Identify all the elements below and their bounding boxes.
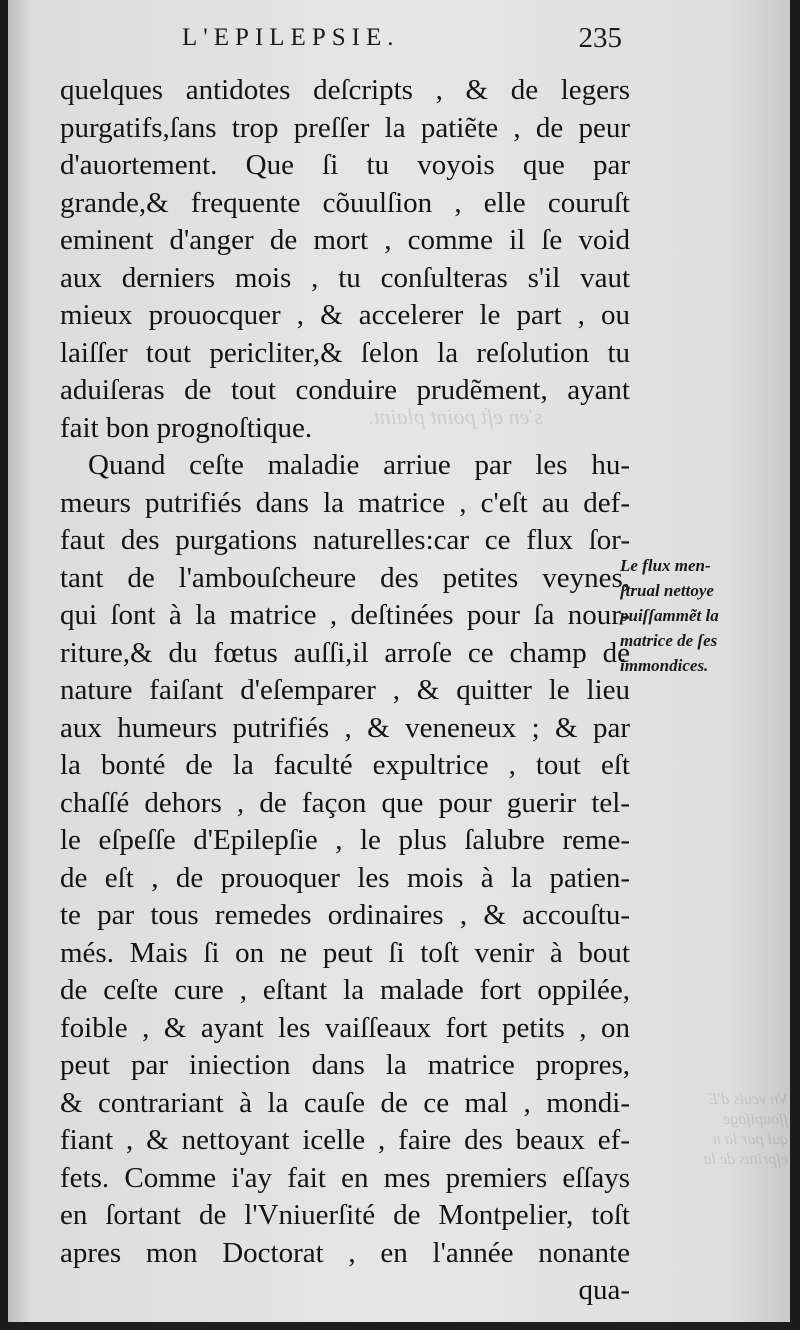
text-line: riture,& du fœtus auſſi,il arroſe ce champ de bbox=[60, 636, 630, 669]
paragraph-start-line: Quand ceſte maladie arriue par les hu- bbox=[88, 449, 630, 481]
page-number: 235 bbox=[578, 22, 622, 54]
text-line: eminent d'anger de mort , comme il ſe void bbox=[60, 224, 630, 256]
text-line: le eſpeſſe d'Epilepſie , le plus ſalubre reme- bbox=[60, 824, 630, 856]
text-line: aduiſeras de tout conduire prudẽment, ayant bbox=[60, 374, 630, 406]
text-line: chaſſé dehors , de façon que pour guerir tel- bbox=[60, 786, 630, 819]
catchword: qua- bbox=[578, 1274, 630, 1306]
text-line: apres mon Doctorat , en l'année nonante bbox=[60, 1236, 630, 1269]
text-line: més. Mais ſi on ne peut ſi toſt venir à bout bbox=[60, 936, 630, 969]
text-line: d'auortement. Que ſi tu voyois que par bbox=[60, 149, 630, 181]
show-through-margin: Vn vcuis d'E ſſoupiſage qui par la n eſpritus de la bbox=[703, 1091, 788, 1168]
text-line: qui ſont à la matrice , deſtinées pour ſa nour- bbox=[60, 599, 630, 631]
text-line: foible , & ayant les vaiſſeaux fort petits , on bbox=[60, 1011, 630, 1044]
text-line: fets. Comme i'ay fait en mes premiers eſſays bbox=[60, 1161, 630, 1194]
marginal-note-line: puiſſammẽt la bbox=[620, 606, 719, 625]
text-line: peut par iniection dans la matrice propres, bbox=[60, 1049, 630, 1081]
marginal-note-line: matrice de ſes bbox=[620, 631, 718, 650]
text-line: quelques antidotes deſcripts , & de legers bbox=[60, 74, 630, 106]
marginal-note-line: ſtrual nettoye bbox=[620, 581, 714, 600]
marginal-note bbox=[620, 553, 770, 678]
text-line: grande,& frequente cõuulſion , elle couruſt bbox=[60, 186, 630, 219]
marginal-note-line: immondices. bbox=[620, 656, 709, 675]
text-line: purgatifs,ſans trop preſſer la patiẽte , de peur bbox=[60, 111, 630, 144]
running-head: L'EPILEPSIE. bbox=[182, 24, 400, 51]
text-line: de ceſte cure , eſtant la malade fort oppilée, bbox=[60, 974, 630, 1006]
text-line: de eſt , de prouoquer les mois à la patien- bbox=[60, 861, 630, 894]
marginal-note-line: Le flux men- bbox=[620, 556, 711, 575]
text-line: en ſortant de l'Vniuerſité de Montpelier, toſt bbox=[60, 1199, 630, 1231]
text-line: tant de l'ambouſcheure des petites veynes, bbox=[60, 561, 630, 594]
text-line: faut des purgations naturelles:car ce flux ſor- bbox=[60, 524, 630, 556]
show-through-text: s'en eſt point plaint. bbox=[368, 404, 543, 429]
text-line: fait bon prognoſtique. bbox=[60, 411, 313, 444]
text-line: la bonté de la faculté expultrice , tout eſt bbox=[60, 749, 630, 781]
text-line: aux humeurs putrifiés , & veneneux ; & par bbox=[60, 711, 630, 744]
text-line: te par tous remedes ordinaires , & accouſtu- bbox=[60, 899, 630, 931]
text-line: nature faiſant d'eſemparer , & quitter le lieu bbox=[60, 674, 630, 706]
text-line: meurs putrifiés dans la matrice , c'eſt au def- bbox=[60, 486, 630, 519]
text-line: aux derniers mois , tu conſulteras s'il vaut bbox=[60, 261, 630, 294]
text-line: & contrariant à la cauſe de ce mal , mondi- bbox=[60, 1086, 630, 1119]
text-line: fiant , & nettoyant icelle , faire des beaux ef- bbox=[60, 1124, 630, 1156]
page-header bbox=[52, 18, 622, 58]
text-line: mieux prouocquer , & accelerer le part , ou bbox=[60, 299, 630, 331]
body-text bbox=[60, 72, 630, 1310]
text-line: laiſſer tout pericliter,& ſelon la reſolution tu bbox=[60, 336, 630, 369]
